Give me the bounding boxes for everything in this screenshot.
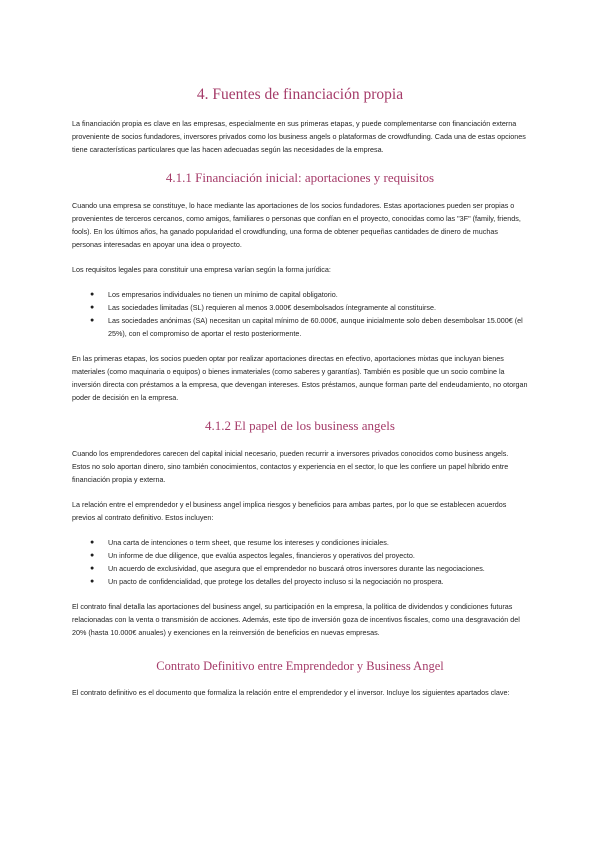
section1-paragraph-1: Cuando una empresa se constituye, lo hace mediante las aportaciones de los socios fundadores. Estas aportaciones pueden ser propias o provenientes de terceros cercanos, como amigos, familiares o personas que confían en el proyecto, conocidas como las "3F" (family, friends, fools). En los últimos años, ha ganado popularidad el crowdfunding, una forma de obtener pequeñas cantidades de dinero de muchas personas interesadas en apoyar una idea o proyecto. xyxy=(72,201,521,249)
legal-requirements-list xyxy=(72,288,528,340)
section2-paragraph-2: La relación entre el emprendedor y el business angel implica riesgos y beneficios para ambas partes, por lo que se establecen acuerdos previos al contrato definitivo. Estos incluyen: xyxy=(72,500,507,522)
list-item: ● Una carta de intenciones o term sheet, que resume los intereses y condiciones iniciales. xyxy=(90,538,389,547)
bullet-icon: ● xyxy=(90,552,95,559)
page-title: 4. Fuentes de financiación propia xyxy=(196,86,404,103)
bullet-icon: ● xyxy=(90,317,95,324)
list-item: ● Las sociedades anónimas (SA) necesitan un capital mínimo de 60.000€, aunque inicialmente solo deben desembolsar 15.000€ (el 25%), con el compromiso de aportar el resto posteriormente. xyxy=(90,316,523,338)
section3-paragraph-1: El contrato definitivo es el documento que formaliza la relación entre el emprendedor y el inversor. Incluye los siguientes apartados clave: xyxy=(72,688,510,697)
list-item: ● Las sociedades limitadas (SL) requieren al menos 3.000€ desembolsados íntegramente al constituirse. xyxy=(90,303,437,312)
list-item: ● Un acuerdo de exclusividad, que asegura que el emprendedor no buscará otros inversores durante las negociaciones. xyxy=(90,564,485,573)
agreements-list xyxy=(72,536,528,588)
section2-paragraph-1: Cuando los emprendedores carecen del capital inicial necesario, pueden recurrir a inversores privados conocidos como business angels. Estos no solo aportan dinero, sino también conocimientos, contactos y experiencia en el sector, lo que les confiere un papel híbrido entre financiación propia y externa. xyxy=(72,449,509,484)
section2-paragraph-3: El contrato final detalla las aportaciones del business angel, su participación en la empresa, la política de dividendos y condiciones futuras relacionadas con la venta o transmisión de acciones. Además, este tipo de inversión goza de incentivos fiscales, como una desgravación del 20% (hasta 10.000€ anuales) y exenciones en la reinversión de beneficios en nuevas empresas. xyxy=(72,602,520,637)
section-heading-4-1-2: 4.1.2 El papel de los business angels xyxy=(205,418,395,433)
section-heading-4-1-1: 4.1.1 Financiación inicial: aportaciones y requisitos xyxy=(165,170,435,185)
bullet-icon: ● xyxy=(90,304,95,311)
intro-paragraph: La financiación propia es clave en las empresas, especialmente en sus primeras etapas, y puede complementarse con financiación externa proveniente de socios fundadores, inversores privados como los business angels o plataformas de crowdfunding. Cada una de estas opciones tiene características particulares que las hacen adecuadas según las necesidades de la empresa. xyxy=(72,119,526,154)
bullet-icon: ● xyxy=(90,578,95,585)
bullet-icon: ● xyxy=(90,565,95,572)
bullet-icon: ● xyxy=(90,291,95,298)
section1-paragraph-3: En las primeras etapas, los socios pueden optar por realizar aportaciones directas en efectivo, aportaciones mixtas que incluyan bienes materiales (como maquinaria o equipos) o bienes inmateriales (como saberes y garantías). También es posible que un socio combine la inversión directa con préstamos a la empresa, que devengan intereses. Estos préstamos, aunque forman parte del endeudamiento, no otorgan poder de decisión en la empresa. xyxy=(72,354,528,402)
section-heading-contrato: Contrato Definitivo entre Emprendedor y Business Angel xyxy=(156,659,444,673)
list-item: ● Un pacto de confidencialidad, que protege los detalles del proyecto incluso si la negociación no prospera. xyxy=(90,577,444,586)
bullet-icon: ● xyxy=(90,539,95,546)
section1-paragraph-2: Los requisitos legales para constituir una empresa varían según la forma jurídica: xyxy=(72,265,331,274)
list-item: ● Un informe de due diligence, que evalúa aspectos legales, financieros y operativos del proyecto. xyxy=(90,551,415,560)
list-item: ● Los empresarios individuales no tienen un mínimo de capital obligatorio. xyxy=(90,290,338,299)
